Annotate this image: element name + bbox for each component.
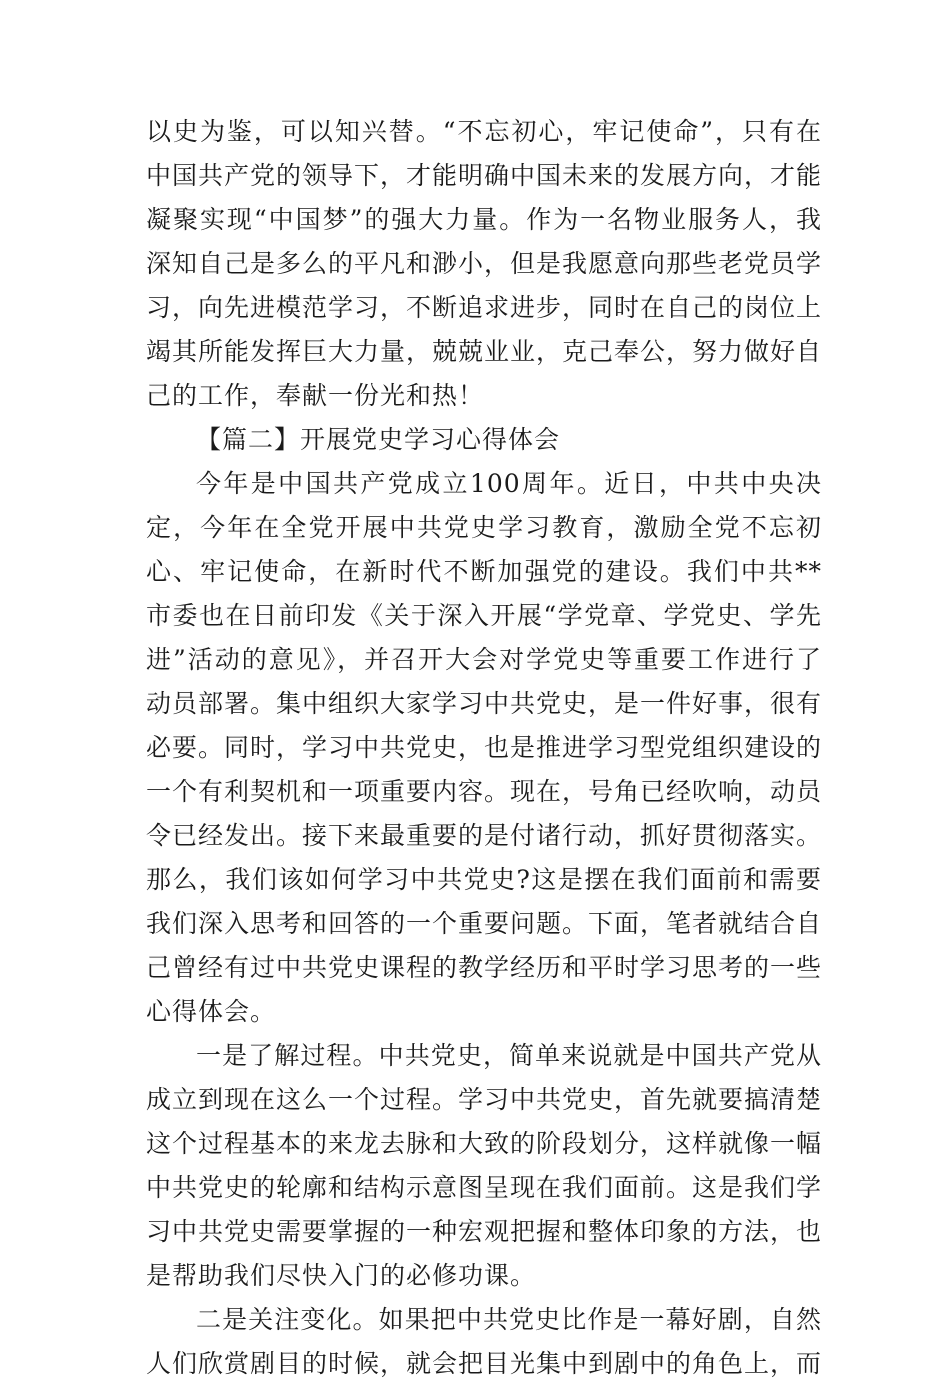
section-heading: 【篇二】开展党史学习心得体会 <box>196 425 561 454</box>
paragraph-point-two: 二是关注变化。如果把中共党史比作是一幕好剧，自然人们欣赏剧目的时候，就会把目光集中到剧中的角色上，而 <box>146 1305 823 1378</box>
paragraph-conclusion: 以史为鉴，可以知兴替。“不忘初心，牢记使命”，只有在中国共产党的领导下，才能明确中国未来的发展方向，才能凝聚实现“中国梦”的强大力量。作为一名物业服务人，我深知自己是多么的平凡和渺小，但是我愿意向那些老党员学习，向先进模范学习，不断追求进步，同时在自己的岗位上竭其所能发挥巨大力量，兢兢业业，克己奉公，努力做好自己的工作，奉献一份光和热！ <box>146 117 823 410</box>
paragraph-point-one: 一是了解过程。中共党史，简单来说就是中国共产党从成立到现在这么一个过程。学习中共党史，首先就要搞清楚这个过程基本的来龙去脉和大致的阶段划分，这样就像一幅中共党史的轮廓和结构示意图呈现在我们面前。这是我们学习中共党史需要掌握的一种宏观把握和整体印象的方法，也是帮助我们尽快入门的必修功课。 <box>146 1041 823 1290</box>
document-body <box>146 110 822 1386</box>
paragraph-intro: 今年是中国共产党成立100周年。近日，中共中央决定，今年在全党开展中共党史学习教育，激励全党不忘初心、牢记使命，在新时代不断加强党的建设。我们中共**市委也在日前印发《关于深入开展“学党章、学党史、学先进”活动的意见》，并召开大会对学党史等重要工作进行了动员部署。集中组织大家学习中共党史，是一件好事，很有必要。同时，学习中共党史，也是推进学习型党组织建设的一个有利契机和一项重要内容。现在，号角已经吹响，动员令已经发出。接下来最重要的是付诸行动，抓好贯彻落实。那么，我们该如何学习中共党史?这是摆在我们面前和需要我们深入思考和回答的一个重要问题。下面，笔者就结合自己曾经有过中共党史课程的教学经历和平时学习思考的一些心得体会。 <box>146 469 823 1026</box>
